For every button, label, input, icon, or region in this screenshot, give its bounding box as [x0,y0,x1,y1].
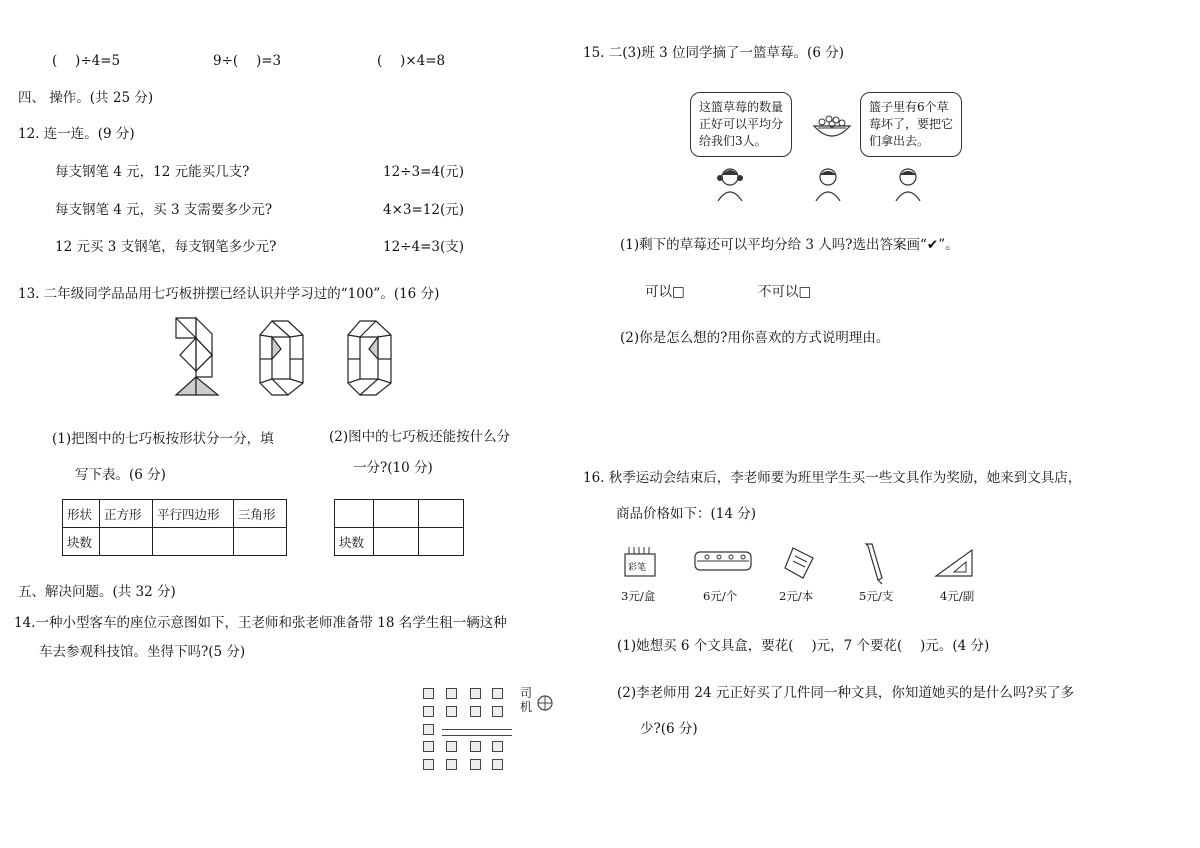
q16-line2: 商品价格如下：(14 分) [616,506,757,522]
row-count-label-2: 块数 [335,528,374,556]
equation-1: ( )÷4=5 [52,53,121,69]
q12-answer-3: 12÷4=3(支) [383,239,465,255]
crayon-box-icon [622,544,658,580]
option-no-checkbox[interactable]: 不可以□ [758,284,812,300]
bubble2-line1: 篮子里有6个草 [869,100,949,114]
q15-sub1: (1)剩下的草莓还可以平均分给 3 人吗?选出答案画“✔”。 [620,237,959,253]
tangram-100-figure [168,313,408,399]
q12-question-1: 每支钢笔 4 元，12 元能买几支? [55,164,250,180]
bubble1-line1: 这篮草莓的数量 [699,100,784,114]
seat [470,688,481,699]
seat [423,759,434,770]
set-square-icon [932,548,980,580]
q16-sub1: (1)她想买 6 个文具盒，要花( )元，7 个要花( )元。(4 分) [617,638,990,654]
seat [446,688,457,699]
seat [470,759,481,770]
tangram-digit-0-second [348,321,391,395]
q13-title: 13. 二年级同学品品用七巧板拼摆已经认识并学习过的“100”。(16 分) [18,286,440,302]
price-crayons: 3元/盒 [621,589,656,603]
q15-title: 15. 二(3)班 3 位同学摘了一篮草莓。(6 分) [583,45,844,61]
boy-student-icon [812,165,844,201]
tangram-digit-1 [176,318,218,395]
price-set-square: 4元/副 [940,589,975,603]
price-pencil-case: 6元/个 [703,589,738,603]
seat [446,706,457,717]
speech-bubble-1 [690,92,792,157]
cell-header-category-2[interactable] [419,500,464,528]
q14-line2: 车去参观科技馆。坐得下吗?(5 分) [39,644,246,660]
equation-3: ( )×4=8 [377,53,446,69]
seat [423,724,434,735]
q16-sub2-line1: (2)李老师用 24 元正好买了几件同一种文具，你知道她买的是什么吗?买了多 [617,685,1075,701]
q13-sub1-line2: 写下表。(6 分) [75,467,166,483]
driver-label: 司机 [520,686,533,714]
bubble1-line3: 给我们3人。 [699,134,767,148]
header-parallelogram: 平行四边形 [153,500,234,528]
price-pen: 5元/支 [859,589,894,603]
header-square: 正方形 [100,500,153,528]
shape-count-table [62,499,287,556]
q12-question-3: 12 元买 3 支钢笔，每支钢笔多少元? [55,239,277,255]
header-shape: 形状 [63,500,100,528]
seat [446,759,457,770]
q16-sub2-line2: 少?(6 分) [640,721,698,737]
q16-line1: 16. 秋季运动会结束后，李老师要为班里学生买一些文具作为奖励，她来到文具店， [583,470,1082,486]
q12-answer-2: 4×3=12(元) [383,202,465,218]
section-5-title: 五、解决问题。(共 32 分) [18,584,176,600]
q13-sub2-line1: (2)图中的七巧板还能按什么分 [329,429,511,445]
q12-question-2: 每支钢笔 4 元，买 3 支需要多少元? [55,202,273,218]
q13-sub2-line2: 一分?(10 分) [353,460,433,476]
seat [446,741,457,752]
seat [470,706,481,717]
seat [470,741,481,752]
girl-student-icon [712,165,748,201]
seat [423,741,434,752]
bus-seat-diagram [420,686,560,776]
header-triangle: 三角形 [234,500,287,528]
price-notebook: 2元/本 [779,589,814,603]
pencil-case-icon [693,549,755,575]
q14-line1: 14.一种小型客车的座位示意图如下，王老师和张老师准备带 18 名学生租一辆这种 [14,615,507,631]
cell-square-count[interactable] [100,528,153,556]
q15-sub2: (2)你是怎么想的?用你喜欢的方式说明理由。 [620,330,890,346]
tangram-digit-0-first [260,321,303,395]
custom-sort-table [334,499,464,556]
bubble1-line2: 正好可以平均分 [699,117,784,131]
cell-parallelogram-count[interactable] [153,528,234,556]
seat [492,759,503,770]
pen-icon [862,542,886,586]
boy-student-2-icon [890,165,926,201]
aisle-line [442,735,512,736]
strawberry-basket-icon [810,110,854,150]
cell-header-blank[interactable] [335,500,374,528]
row-count-label: 块数 [63,528,100,556]
section-4-title: 四、 操作。(共 25 分) [18,90,154,106]
seat [492,741,503,752]
crayon-box-label: 彩笔 [628,563,647,573]
cell-count-1[interactable] [374,528,419,556]
seat [492,688,503,699]
cell-header-category-1[interactable] [374,500,419,528]
equation-2: 9÷( )=3 [213,53,282,69]
cell-count-2[interactable] [419,528,464,556]
speech-bubble-2 [860,92,962,157]
option-yes-checkbox[interactable]: 可以□ [645,284,685,300]
notebook-icon [783,544,815,580]
q12-title: 12. 连一连。(9 分) [18,126,135,142]
q13-sub1-line1: (1)把图中的七巧板按形状分一分，填 [52,431,274,447]
cell-triangle-count[interactable] [234,528,287,556]
q12-answer-1: 12÷3=4(元) [383,164,465,180]
bubble2-line2: 莓坏了，要把它 [869,117,954,131]
aisle-line [442,729,512,730]
seat [423,688,434,699]
bubble2-line3: 们拿出去。 [869,134,930,148]
seat [492,706,503,717]
seat [423,706,434,717]
steering-wheel-icon [536,694,554,712]
